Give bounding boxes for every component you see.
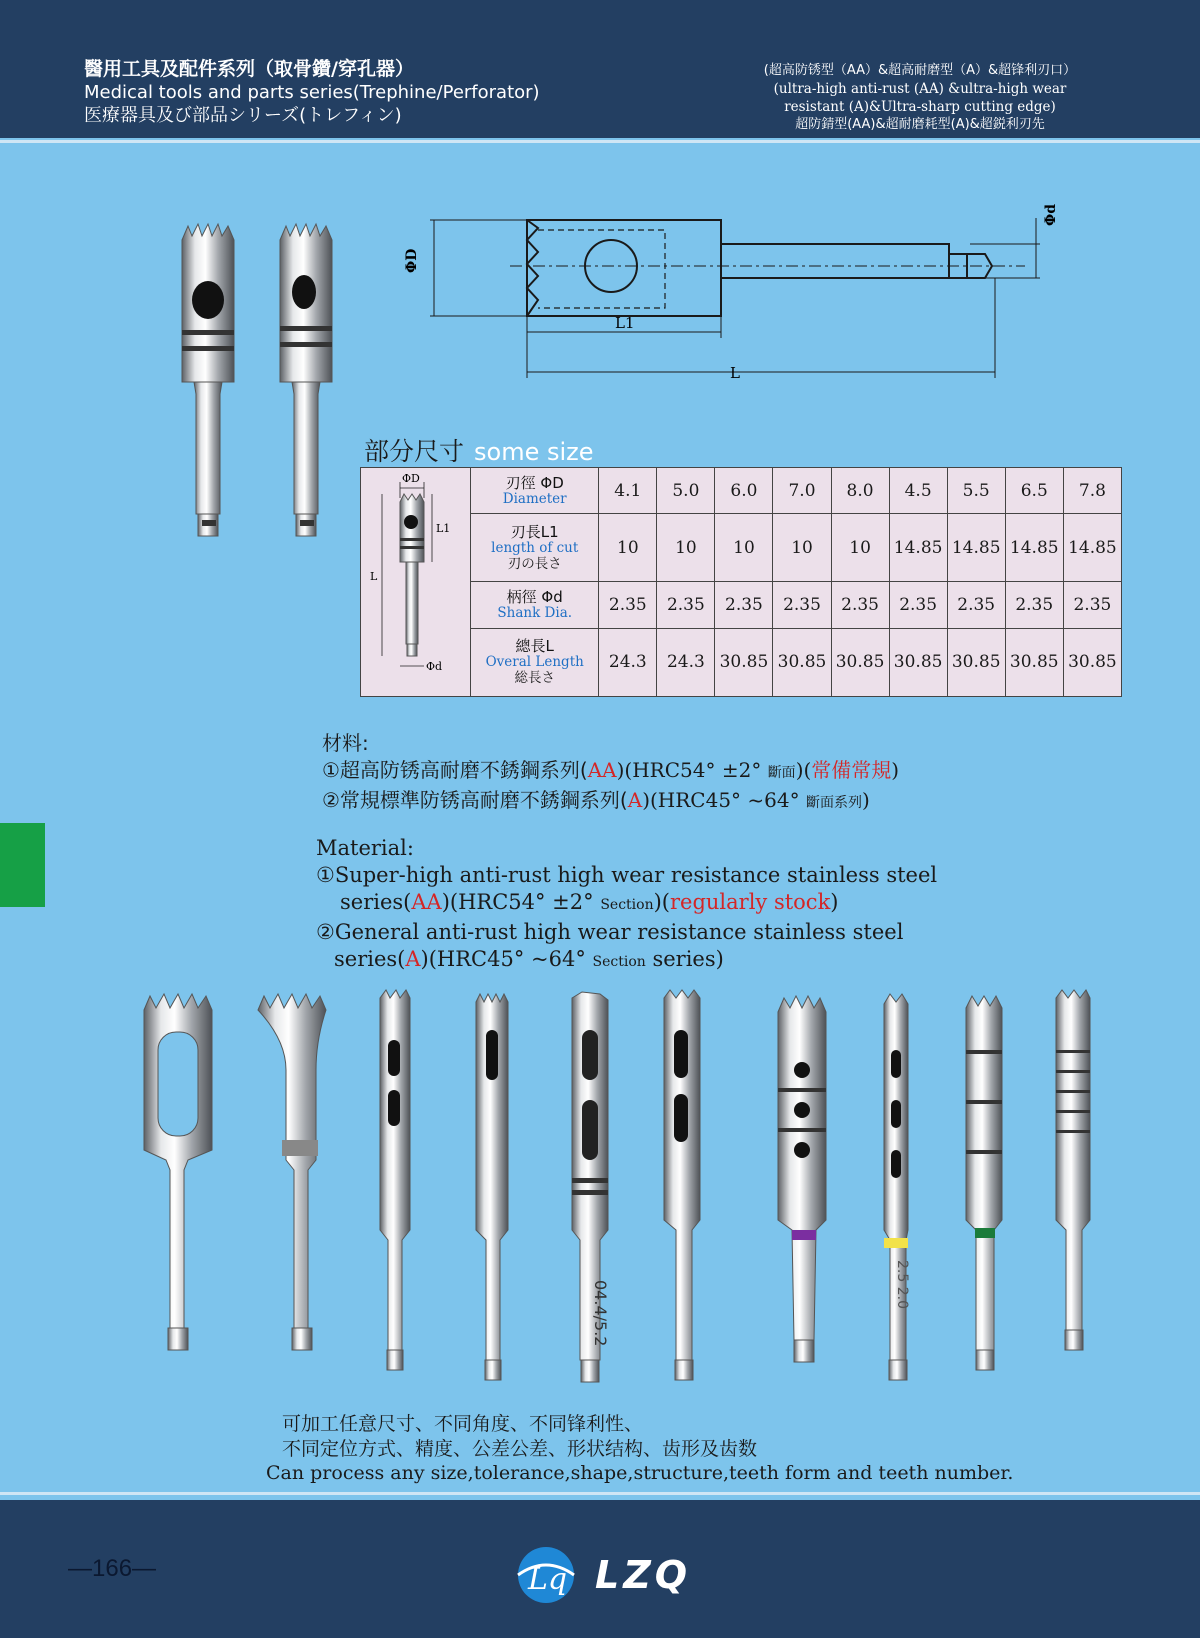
cell: 14.85 <box>947 514 1005 582</box>
cell: 8.0 <box>831 468 889 514</box>
cell: 10 <box>773 514 831 582</box>
grade-jp: 超防錆型(AA)&超耐磨耗型(A)&超鋭利刃先 <box>795 117 1045 132</box>
cell: 10 <box>715 514 773 582</box>
material-zh-line1 <box>322 757 899 787</box>
label-L: L <box>730 364 740 382</box>
row-label-overall-length <box>471 628 599 696</box>
header-divider <box>0 140 1200 143</box>
text: 斷面 <box>767 765 796 781</box>
cell: 2.35 <box>947 582 1005 628</box>
cell: 4.5 <box>889 468 947 514</box>
title-jp: 医療器具及び部品シリーズ(トレフィン) <box>84 105 402 126</box>
cell: 2.35 <box>889 582 947 628</box>
cell: 10 <box>831 514 889 582</box>
cell: 30.85 <box>1005 628 1063 696</box>
title-zh: 醫用工具及配件系列（取骨鑽/穿孔器） <box>84 58 414 80</box>
table-icon-cell <box>361 468 471 697</box>
trephine-1 <box>182 224 234 536</box>
row-label-diameter <box>471 468 599 514</box>
icon-label-L: L <box>369 569 377 583</box>
tool-8-mark: 2.5 2.0 <box>894 1260 910 1309</box>
cell: 30.85 <box>889 628 947 696</box>
material-en-title: Material: <box>316 836 414 860</box>
cell: 30.85 <box>831 628 889 696</box>
grade-en-line1: (ultra-high anti-rust (AA) &ultra-high wear <box>773 81 1067 97</box>
material-en-line3: ②General anti-rust high wear resistance stainless steel <box>316 920 904 944</box>
text: )(HRC45° ~64° <box>642 788 800 812</box>
label-en: Diameter <box>502 490 567 507</box>
cell: 5.0 <box>657 468 715 514</box>
cell: 2.35 <box>773 582 831 628</box>
footer-divider <box>0 1492 1200 1495</box>
cell: 2.35 <box>715 582 773 628</box>
grade-en-line2: resistant (A)&Ultra-sharp cutting edge) <box>784 99 1056 115</box>
text: Section <box>592 954 646 970</box>
stock-note: 常備常規 <box>811 758 892 782</box>
material-zh <box>322 730 899 817</box>
trephine-2 <box>280 224 332 536</box>
cell: 6.5 <box>1005 468 1063 514</box>
text: Section <box>600 897 654 913</box>
cell: 30.85 <box>1063 628 1121 696</box>
icon-label-phiD: ΦD <box>401 471 420 485</box>
cell: 30.85 <box>773 628 831 696</box>
tool-1 <box>144 994 212 1350</box>
material-zh-title: 材料: <box>322 731 369 755</box>
cell: 2.35 <box>831 582 889 628</box>
label-phiD: ΦD <box>404 248 420 273</box>
cell: 7.0 <box>773 468 831 514</box>
cell: 14.85 <box>1063 514 1121 582</box>
custom-note-zh <box>282 1412 757 1462</box>
label-en: Shank Dia. <box>497 605 573 621</box>
text: )( <box>795 758 812 782</box>
cell: 14.85 <box>889 514 947 582</box>
trephine-photo-top <box>170 222 350 547</box>
row-label-shank-dia <box>471 582 599 628</box>
size-table <box>360 467 1122 697</box>
title-en: Medical tools and parts series(Trephine/Perforator) <box>84 82 540 103</box>
cell: 7.8 <box>1063 468 1121 514</box>
brand-name: LZQ <box>595 1553 692 1597</box>
text: )( <box>653 890 670 914</box>
technical-drawing <box>404 198 1080 398</box>
text: )(HRC45° ~64° <box>420 947 586 971</box>
cell: 2.35 <box>599 582 657 628</box>
label-zh: 柄徑 Φd <box>506 588 563 606</box>
text: ) <box>830 890 839 914</box>
note-zh-line2: 不同定位方式、精度、公差公差、形状结构、齿形及齿数 <box>282 1438 758 1460</box>
size-heading <box>364 432 594 468</box>
tool-5 <box>572 992 610 1382</box>
cell: 14.85 <box>1005 514 1063 582</box>
page-header <box>0 0 1200 138</box>
cell: 24.3 <box>657 628 715 696</box>
cell: 5.5 <box>947 468 1005 514</box>
cell: 10 <box>657 514 715 582</box>
note-en: Can process any size,tolerance,shape,structure,teeth form and teeth number. <box>266 1462 1014 1484</box>
cell: 30.85 <box>947 628 1005 696</box>
material-en <box>316 835 937 976</box>
text: series( <box>340 890 412 914</box>
text: series( <box>334 947 406 971</box>
text: ②常規標準防锈高耐磨不銹鋼系列( <box>322 788 628 812</box>
table-row <box>361 514 1122 582</box>
table-row <box>361 468 1122 514</box>
label-jp: 刃の長さ <box>507 555 562 572</box>
material-en-line1: ①Super-high anti-rust high wear resistance stainless steel <box>316 863 938 887</box>
lzq-logo-icon <box>512 1545 582 1605</box>
text: ) <box>861 788 870 812</box>
cell: 10 <box>599 514 657 582</box>
cell: 6.0 <box>715 468 773 514</box>
grade-aa: AA <box>411 890 442 914</box>
cell: 2.35 <box>1063 582 1121 628</box>
cell: 2.35 <box>1005 582 1063 628</box>
text: )(HRC54° ±2° <box>616 758 762 782</box>
text: )(HRC54° ±2° <box>441 890 594 914</box>
icon-label-phid: Φd <box>425 659 442 673</box>
cell: 2.35 <box>657 582 715 628</box>
grade-a: A <box>627 788 643 812</box>
header-grade <box>690 62 1150 134</box>
material-en-line4 <box>316 946 937 976</box>
text: series) <box>652 947 724 971</box>
row-label-length-of-cut <box>471 514 599 582</box>
material-zh-line2 <box>322 787 899 817</box>
cell: 4.1 <box>599 468 657 514</box>
grade-zh: (超高防锈型（AA）&超高耐磨型（A）&超锋利刃口） <box>763 63 1077 78</box>
text: 斷面系列 <box>805 795 862 811</box>
table-row <box>361 582 1122 628</box>
tool-3 <box>380 990 410 1370</box>
tool-9 <box>966 996 1002 1370</box>
label-zh: 刃徑 ΦD <box>505 473 564 492</box>
label-jp: 総長さ <box>514 670 555 687</box>
tool-7 <box>778 996 826 1362</box>
label-en: Overal Length <box>485 654 584 671</box>
logo-mark: Lq <box>528 1562 568 1597</box>
material-en-line2 <box>316 889 937 919</box>
label-en: length of cut <box>491 539 579 556</box>
label-zh: 刃長L1 <box>510 522 559 541</box>
page-number: —166— <box>68 1555 157 1582</box>
tool-6 <box>664 990 700 1380</box>
tool-2 <box>258 994 326 1350</box>
header-titles <box>84 58 540 127</box>
tool-8 <box>884 994 910 1380</box>
section-tab <box>0 823 45 907</box>
cell: 24.3 <box>599 628 657 696</box>
label-L1: L1 <box>615 314 635 332</box>
grade-aa: AA <box>587 758 617 782</box>
text: ①超高防锈高耐磨不銹鋼系列( <box>322 758 588 782</box>
label-zh: 總長L <box>515 637 554 656</box>
icon-label-L1: L1 <box>435 521 450 535</box>
custom-note-en <box>266 1462 1013 1484</box>
size-heading-zh: 部分尺寸 <box>364 437 465 466</box>
tools-photo-row <box>130 990 1110 1400</box>
text: ) <box>891 758 900 782</box>
note-zh-line1: 可加工任意尺寸、不同角度、不同锋利性、 <box>282 1413 644 1435</box>
label-phid: Φd <box>1043 204 1059 226</box>
tool-5-mark: 04.4/5.2 <box>591 1280 610 1347</box>
cell: 30.85 <box>715 628 773 696</box>
table-row <box>361 628 1122 696</box>
tool-4 <box>476 994 508 1380</box>
size-heading-en: some size <box>474 438 594 466</box>
stock-note: regularly stock <box>669 890 831 914</box>
trephine-dimension-icon <box>364 470 468 690</box>
grade-a: A <box>405 947 421 971</box>
tool-10 <box>1056 990 1090 1350</box>
